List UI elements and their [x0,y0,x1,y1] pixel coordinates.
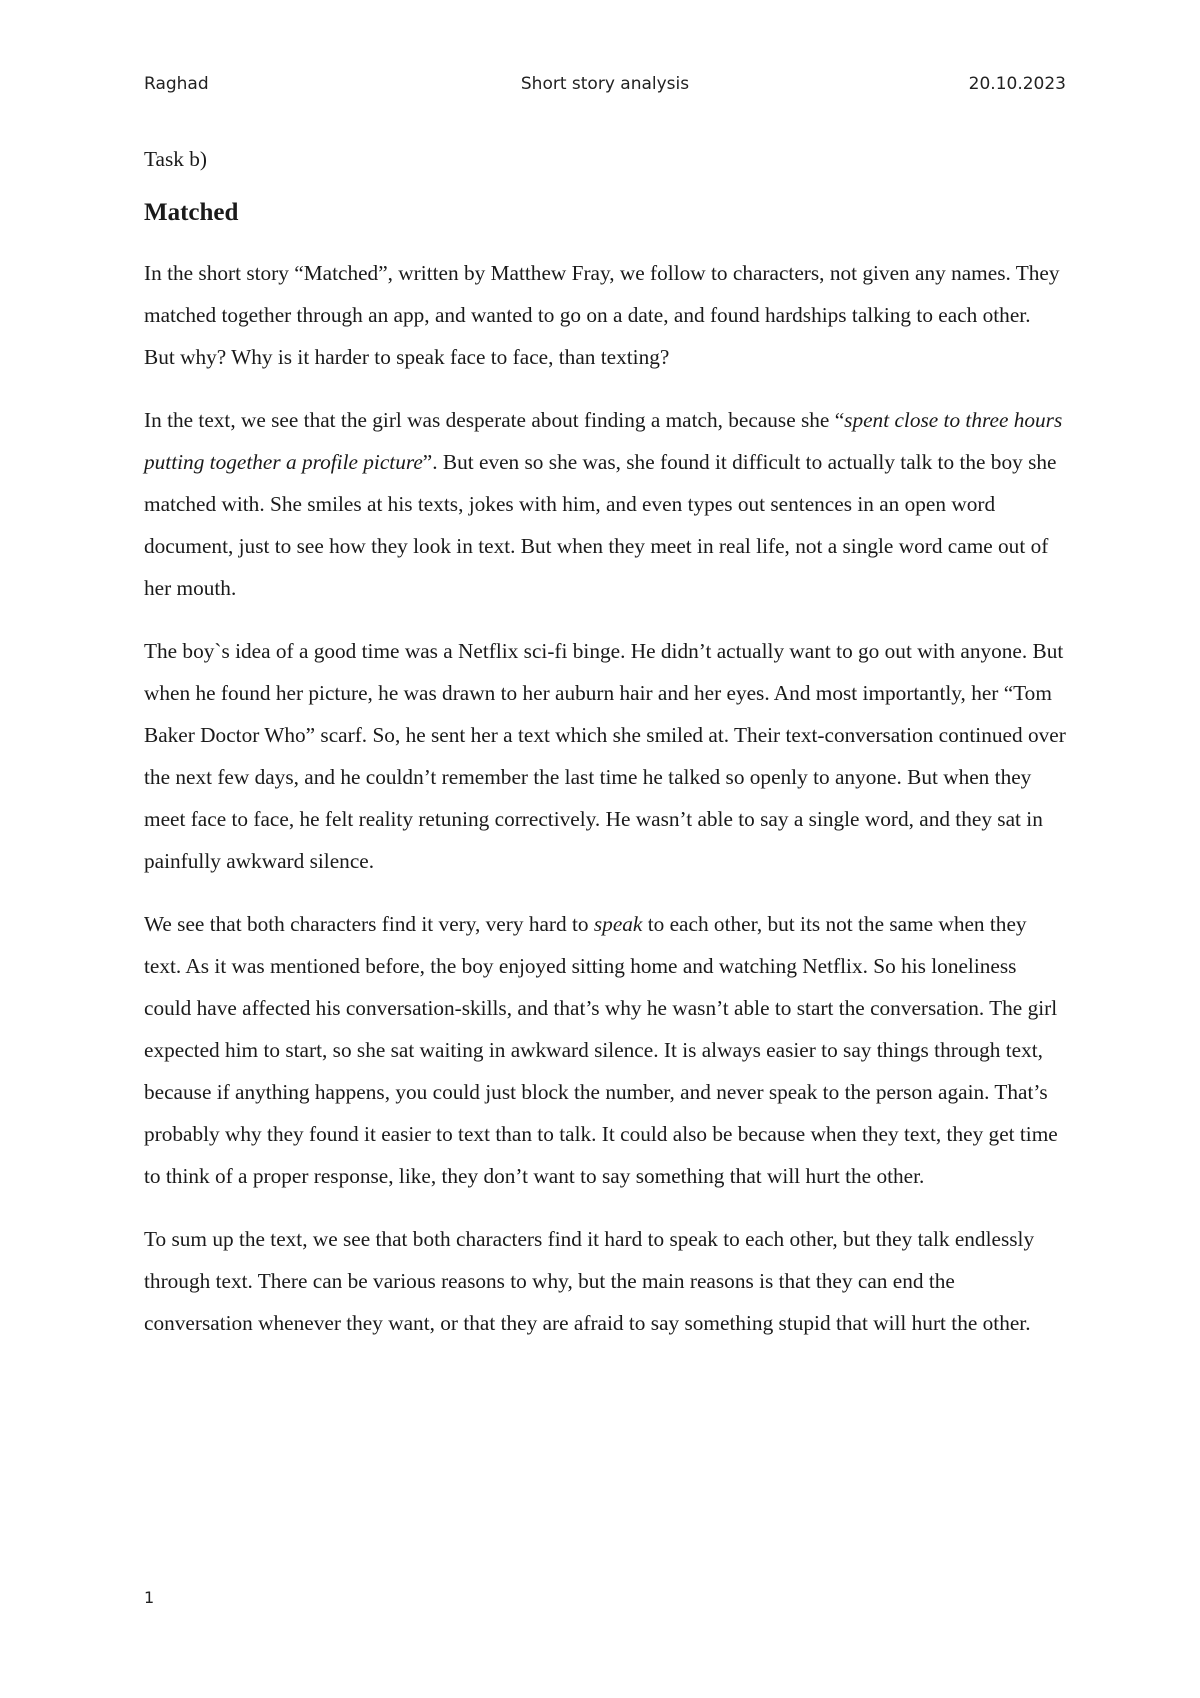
paragraph-girl-quote: spent close to three hours putting together a profile picture [144,408,1063,474]
paragraph-girl [144,399,1066,609]
paragraph-girl-text-after: ”. But even so she was, she found it difficult to actually talk to the boy she matched with. She smiles at his texts, jokes with him, and even types out sentences in an open word document, just to see how they look in text. But when they meet in real life, not a single word came out of her mouth. [144,450,1057,600]
paragraph-intro [144,252,1066,378]
task-label: Task b) [144,147,207,171]
story-title: Matched [144,199,239,226]
paragraph-boy [144,630,1066,882]
header-subject: Short story analysis [520,74,690,94]
paragraph-analysis [144,903,1066,1197]
paragraph-conclusion [144,1218,1066,1344]
paragraph-intro-text: In the short story “Matched”, written by Matthew Fray, we follow to characters, not given any names. They matched together through an app, and wanted to go on a date, and found hardships talking to each other. But why? Why is it harder to speak face to face, than texting? [144,261,1060,369]
paragraph-analysis-text-after: to each other, but its not the same when they text. As it was mentioned before, the boy enjoyed sitting home and watching Netflix. So his loneliness could have affected his conversation-skills, and that’s why he wasn’t able to start the conversation. The girl expected him to start, so she sat waiting in awkward silence. It is always easier to say things through text, because if anything happens, you could just block the number, and never speak to the person again. That’s probably why they found it easier to text than to talk. It could also be because when they text, they get time to think of a proper response, like, they don’t want to say something that will hurt the other. [144,912,1058,1188]
page-footer [144,1588,154,1607]
paragraph-boy-text: The boy`s idea of a good time was a Netflix sci-fi binge. He didn’t actually want to go out with anyone. But when he found her picture, he was drawn to her auburn hair and her eyes. And most importantly, her “Tom Baker Doctor Who” scarf. So, he sent her a text which she smiled at. Their text-conversation continued over the next few days, and he couldn’t remember the last time he talked so openly to anyone. But when they meet face to face, he felt reality retuning correctively. He wasn’t able to say a single word, and they sat in painfully awkward silence. [144,639,1066,873]
paragraph-girl-text-before: In the text, we see that the girl was desperate about finding a match, because she “ [144,408,845,432]
document-body [144,144,1066,1344]
header-author: Raghad [144,74,209,94]
page-header [144,74,1066,102]
paragraph-conclusion-text: To sum up the text, we see that both characters find it hard to speak to each other, but they talk endlessly through text. There can be various reasons to why, but the main reasons is that they can end the conversation whenever they want, or that they are afraid to say something stupid that will hurt the other. [144,1227,1035,1335]
header-date: 20.10.2023 [968,74,1066,94]
paragraph-analysis-text-before: We see that both characters find it very, very hard to [144,912,594,936]
paragraph-analysis-emphasis: speak [593,912,643,936]
page-number: 1 [144,1588,155,1607]
